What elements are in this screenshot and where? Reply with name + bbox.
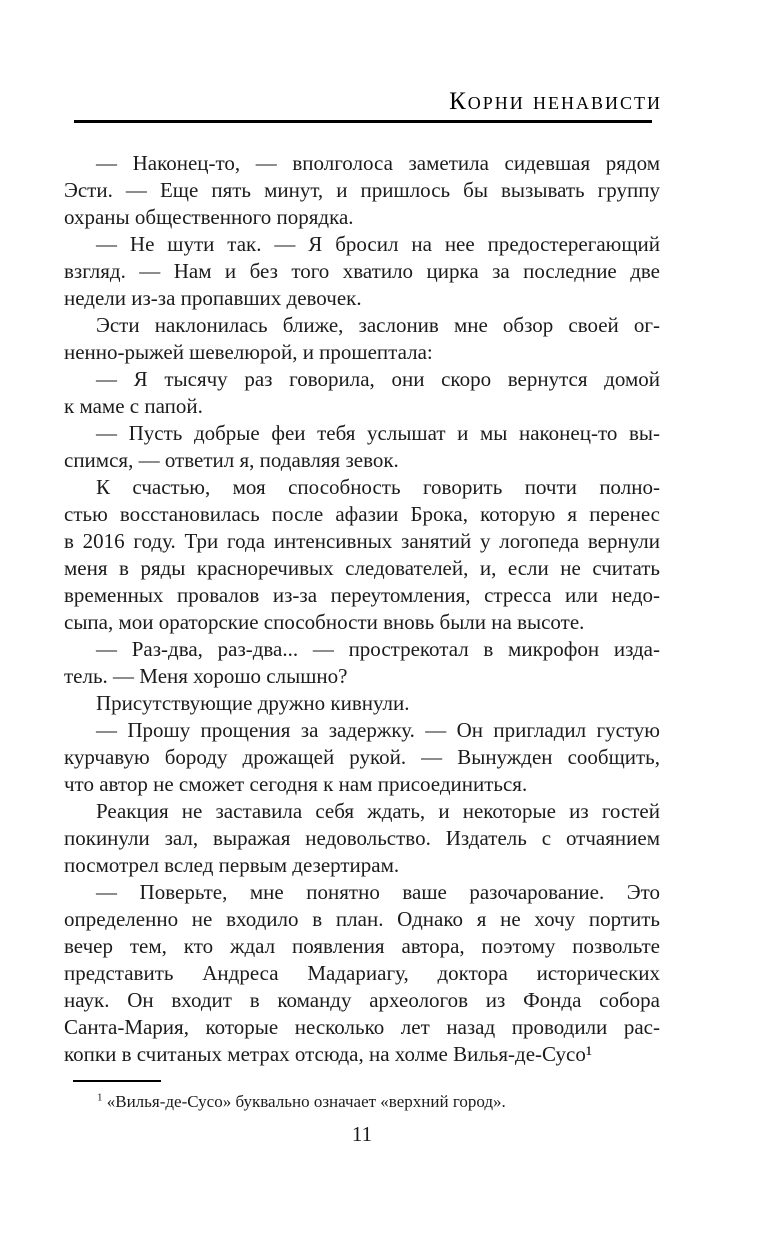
text-line: — Наконец-то, — вполголоса заметила сидевшая рядом xyxy=(96,151,660,175)
text-line: — Не шути так. — Я бросил на нее предостерегающий xyxy=(96,232,660,256)
text-line: Эсти наклонилась ближе, заслонив мне обзор своей ог- xyxy=(96,313,660,337)
text-line: стью восстановилась после афазии Брока, которую я перенес xyxy=(64,502,660,526)
paragraph xyxy=(64,231,660,312)
text-line: — Прошу прощения за задержку. — Он пригладил густую xyxy=(96,718,660,742)
text-line: сыпа, мои ораторские способности вновь были на высоте. xyxy=(64,610,585,634)
paragraph xyxy=(64,150,660,231)
text-line: наук. Он входит в команду археологов из Фонда собора xyxy=(64,988,660,1012)
text-line: — Раз-два, раз-два... — прострекотал в микрофон изда- xyxy=(96,637,660,661)
running-title: Корни ненависти xyxy=(449,88,662,115)
text-line: в 2016 году. Три года интенсивных занятий у логопеда вернули xyxy=(64,529,660,553)
text-line: Присутствующие дружно кивнули. xyxy=(96,691,410,715)
text-line: Санта-Мария, которые несколько лет назад проводили рас- xyxy=(64,1015,660,1039)
text-line: меня в ряды красноречивых следователей, и, если не считать xyxy=(64,556,660,580)
text-line: вечер тем, кто ждал появления автора, поэтому позвольте xyxy=(64,934,660,958)
footnote-marker: 1 xyxy=(97,1091,103,1104)
paragraph xyxy=(64,636,660,690)
paragraph xyxy=(64,312,660,366)
text-line: охраны общественного порядка. xyxy=(64,205,354,229)
text-line: — Поверьте, мне понятно ваше разочарование. Это xyxy=(96,880,660,904)
text-line: Эсти. — Еще пять минут, и пришлось бы вызывать группу xyxy=(64,178,660,202)
text-line: — Я тысячу раз говорила, они скоро вернутся домой xyxy=(96,367,660,391)
text-line: к маме с папой. xyxy=(64,394,203,418)
text-line: копки в считаных метрах отсюда, на холме Вилья-де-Сусо¹ xyxy=(64,1042,593,1066)
text-line: К счастью, моя способность говорить почти полно- xyxy=(96,475,660,499)
text-line: недели из-за пропавших девочек. xyxy=(64,286,362,310)
header-rule xyxy=(74,120,652,123)
paragraph xyxy=(64,879,660,1068)
text-line: что автор не сможет сегодня к нам присоединиться. xyxy=(64,772,528,796)
text-line: взгляд. — Нам и без того хватило цирка за последние две xyxy=(64,259,660,283)
text-line: определенно не входило в план. Однако я не хочу портить xyxy=(64,907,660,931)
text-line: — Пусть добрые феи тебя услышат и мы наконец-то вы- xyxy=(96,421,660,445)
text-line: покинули зал, выражая недовольство. Издатель с отчаянием xyxy=(64,826,660,850)
footnote-rule xyxy=(73,1080,161,1082)
paragraph xyxy=(64,717,660,798)
paragraph xyxy=(64,420,660,474)
paragraph xyxy=(64,474,660,636)
paragraph xyxy=(64,366,660,420)
text-line: посмотрел вслед первым дезертирам. xyxy=(64,853,400,877)
text-line: тель. — Меня хорошо слышно? xyxy=(64,664,348,688)
footnote-text: «Вилья-де-Сусо» буквально означает «верхний город». xyxy=(102,1092,506,1111)
text-line: Реакция не заставила себя ждать, и некоторые из гостей xyxy=(96,799,660,823)
text-line: курчавую бороду дрожащей рукой. — Вынужден сообщить, xyxy=(64,745,660,769)
text-line: ненно-рыжей шевелюрой, и прошептала: xyxy=(64,340,433,364)
text-line: временных провалов из-за переутомления, стресса или недо- xyxy=(64,583,660,607)
paragraph xyxy=(64,798,660,879)
text-line: представить Андреса Мадариагу, доктора исторических xyxy=(64,961,660,985)
footnote xyxy=(64,1091,660,1113)
text-line: спимся, — ответил я, подавляя зевок. xyxy=(64,448,399,472)
body-text xyxy=(64,150,660,1068)
paragraph xyxy=(64,690,660,717)
page-number: 11 xyxy=(351,1122,373,1146)
